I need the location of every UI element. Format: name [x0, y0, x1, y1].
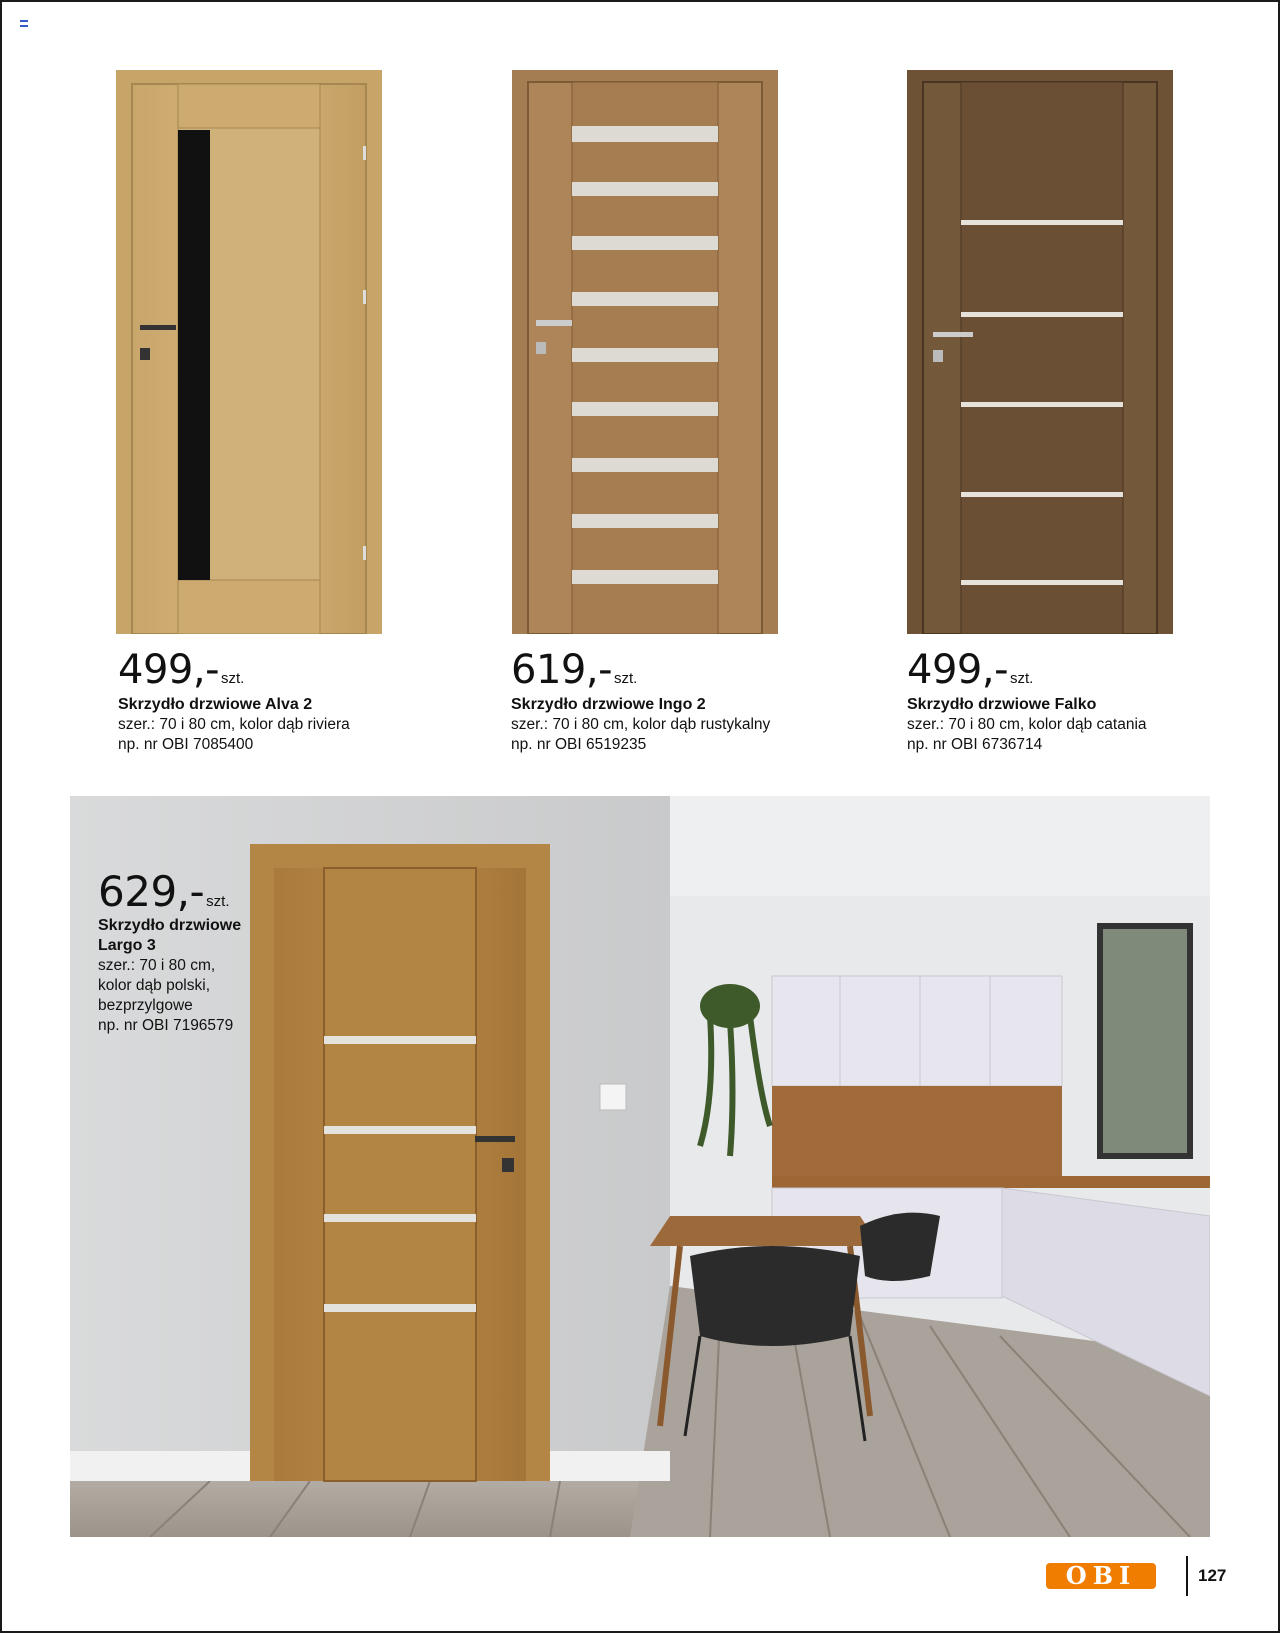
product-name: Skrzydło drzwiowe Largo 3 [98, 917, 242, 954]
product-number: np. nr OBI 7196579 [98, 1017, 234, 1034]
obi-logo [1046, 1561, 1156, 1591]
price-unit: szt. [221, 670, 245, 687]
price-row [511, 648, 811, 692]
price-row [98, 867, 308, 916]
price: 499,- [118, 647, 219, 693]
product-name: Skrzydło drzwiowe Ingo 2 [511, 696, 706, 713]
price-unit: szt. [1010, 670, 1034, 687]
price: 619,- [511, 647, 612, 693]
product-ingo-2 [511, 648, 811, 755]
featured-product-largo-3 [98, 867, 308, 1036]
price: 629,- [98, 867, 205, 916]
price-unit: szt. [206, 893, 230, 910]
page-marker-icon [20, 20, 28, 28]
price-row [907, 648, 1207, 692]
price: 499,- [907, 647, 1008, 693]
product-number: np. nr OBI 6519235 [511, 736, 647, 753]
product-number: np. nr OBI 7085400 [118, 736, 254, 753]
obi-logo-text: OBI [1065, 1561, 1137, 1590]
product-falko [907, 648, 1207, 755]
product-name: Skrzydło drzwiowe Alva 2 [118, 696, 313, 713]
price-unit: szt. [614, 670, 638, 687]
product-number: np. nr OBI 6736714 [907, 736, 1043, 753]
product-alva-2 [118, 648, 418, 755]
product-description: szer.: 70 i 80 cm, kolor dąb polski, bezprzylgowe [98, 957, 216, 1014]
product-description: szer.: 70 i 80 cm, kolor dąb rustykalny [511, 716, 771, 733]
door-image-falko [907, 70, 1173, 634]
price-row [118, 648, 418, 692]
door-image-alva-2 [116, 70, 382, 634]
footer-divider [1186, 1556, 1188, 1596]
door-image-ingo-2 [512, 70, 778, 634]
product-description: szer.: 70 i 80 cm, kolor dąb riviera [118, 716, 350, 733]
page-footer [1046, 1554, 1226, 1598]
product-name: Skrzydło drzwiowe Falko [907, 696, 1097, 713]
product-description: szer.: 70 i 80 cm, kolor dąb catania [907, 716, 1147, 733]
page-number: 127 [1198, 1566, 1227, 1585]
